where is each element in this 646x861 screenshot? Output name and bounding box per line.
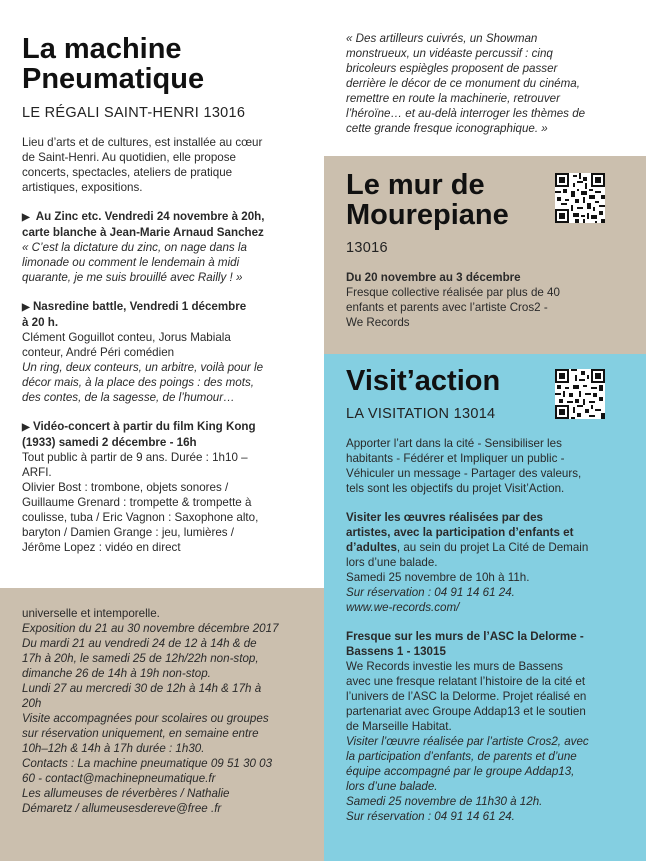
event-kingkong: ▶ Vidéo-concert à partir du film King Kong (1933) samedi 2 décembre - 16h Tout public à partir de 9 ans. Durée : 1h10 – ARFI. Olivier Bost : trombone, objets sonores / Guillaume Grenard : trompette & trompette à coulisse, tuba / Eric Vagnon : Saxophone alto, baryton / Damien Grange : jeu, lumières / Jérôme Lopez : vidéo en direct [22, 420, 259, 554]
page-title: La machine Pneumatique [22, 33, 205, 95]
triangle-bullet-icon: ▶ [22, 422, 30, 433]
triangle-bullet-icon: ▶ [22, 212, 30, 223]
event-nasredine: ▶ Nasredine battle, Vendredi 1 décembre à 20 h. Clément Goguillot conteu, Jorus Mabiala conteur, André Péri comédien Un ring, deux conteurs, un arbitre, voilà pour le décor mais, à la place des poings : des mots, des contes, de la sagesse, de l’humour… [22, 300, 264, 404]
visitaction-title: Visit’action [346, 365, 501, 397]
event-zinc: ▶ Au Zinc etc. Vendredi 24 novembre à 20h, carte blanche à Jean-Marie Arnaud Sanchez « C’est la dictature du zinc, on nage dans la limonade ou comment le lendemain à midi quarante, je me suis brouillé avec Railly ! » [22, 210, 265, 284]
venue-subtitle: LE RÉGALI SAINT-HENRI 13016 [22, 105, 246, 121]
visitaction-section [346, 366, 638, 824]
mourepiane-subtitle: 13016 [346, 240, 388, 256]
intro-text: Lieu d’arts et de cultures, est installée au cœur de Saint-Henri. Au quotidien, elle propose concerts, spectacles, ateliers de pratique artistiques, expositions. [22, 136, 263, 194]
visit-block-2: Fresque sur les murs de l’ASC la Delorme - Bassens 1 - 13015 We Records investie les murs de Bassens avec une fresque relatant l’histoire de la cité et l’univers de l’ASC la Delorme. Projet réalisé en partenariat avec Groupe Addap13 et le soutien de Marseille Habitat. Visiter l’œuvre réalisée par l’artiste Cros2, avec la participation d’enfants, de parents et d’une équipe accompagné par le groupe Addap13, lors d’une balade. Samedi 25 novembre de 11h30 à 12h. Sur réservation : 04 91 14 61 24. [346, 630, 589, 823]
visitaction-subtitle: LA VISITATION 13014 [346, 406, 496, 422]
triangle-bullet-icon: ▶ [22, 302, 30, 313]
we-records-link[interactable]: www.we-records.com/ [346, 601, 460, 614]
kingkong-quote: « Des artilleurs cuivrés, un Showman monstrueux, un vidéaste percussif : cinq bricoleurs espiègles proposent de passer derrière le décor de ce monument du cinéma, remettre en route la machinerie, retrouver l’héroïne… et au-delà interroger les thèmes de cette grande fresque iconographique. » [346, 32, 586, 135]
visit-block-1: Visiter les œuvres réalisées par des artistes, avec la participation d’enfants et d’adultes, au sein du projet La Cité de Demain lors d’une balade. Samedi 25 novembre de 10h à 11h. Sur réservation : 04 91 14 61 24. www.we-records.com/ [346, 510, 638, 615]
left-column [22, 34, 318, 555]
visitaction-intro: Apporter l’art dans la cité - Sensibiliser les habitants - Fédérer et Impliquer un public - Véhiculer un message - Partager des valeurs, tels sont les objectifs du projet Visit’Action. [346, 437, 582, 495]
exhibition-info: universelle et intemporelle. Exposition du 21 au 30 novembre décembre 2017 Du mardi 21 au vendredi 24 de 12 à 14h & de 17h à 20h, le samedi 25 de 12h/22h non-stop, dimanche 26 de 14h à 19h non-stop. Lundi 27 au mercredi 30 de 12h à 14h & 17h à 20h Visite accompagnées pour scolaires ou groupes sur réservation uniquement, en semaine entre 10h–12h & 14h à 17h durée : 1h30. Contacts : La machine pneumatique 09 51 30 03 60 - contact@machinepneumatique.fr Les allumeuses de réverbères / Nathalie Démaretz / allumeusesdereve@free .fr [22, 607, 279, 815]
qr-code-icon[interactable] [555, 173, 605, 223]
qr-code-icon[interactable] [555, 369, 605, 419]
mourepiane-title: Le mur de Mourepiane [346, 169, 509, 231]
mourepiane-text: Du 20 novembre au 3 décembre Fresque collective réalisée par plus de 40 enfants et parents avec l’artiste Cros2 - We Records [346, 271, 560, 329]
